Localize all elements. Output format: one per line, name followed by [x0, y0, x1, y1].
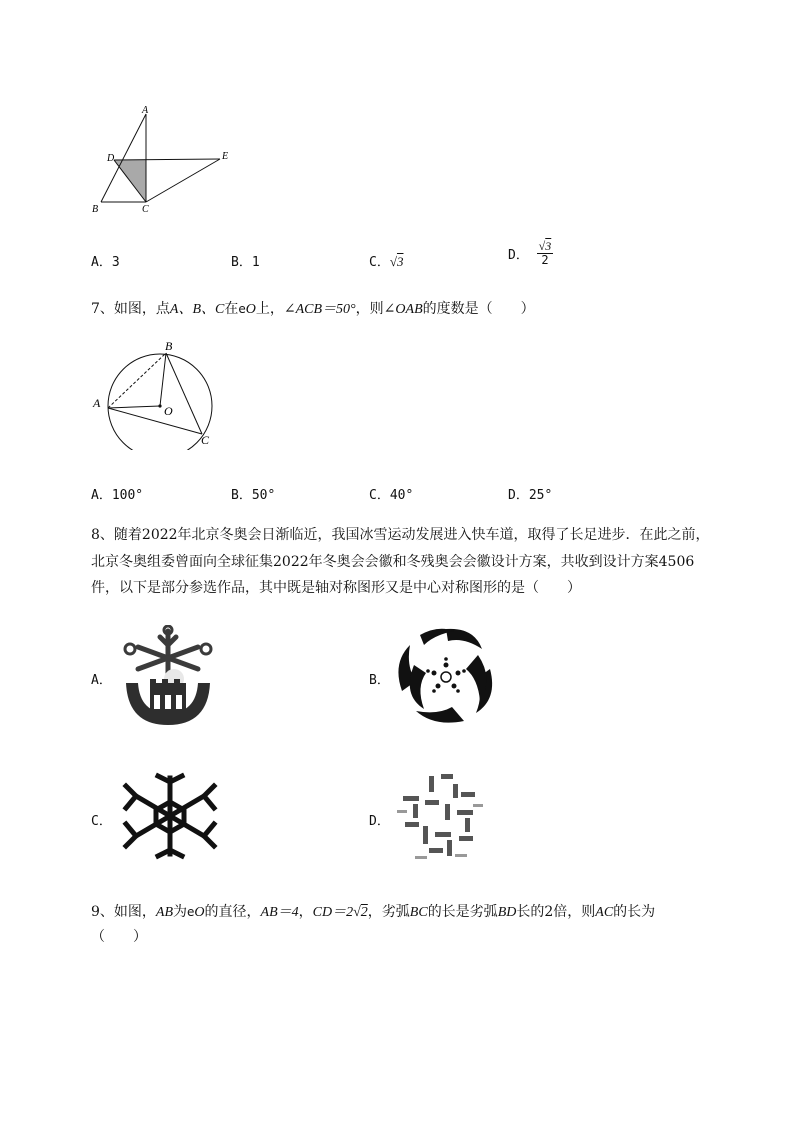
q7-tail: 的度数是（ ） — [422, 301, 535, 317]
q6-option-a: A．3 — [91, 255, 120, 270]
segment-ab-dashed — [108, 353, 166, 408]
q9-arc-tail: 长的2倍，则 — [516, 904, 596, 920]
q6-option-c — [369, 251, 403, 270]
q9-bd: BD — [497, 905, 517, 920]
q9-diam-text: 的直径， — [204, 904, 261, 920]
q8-option-d: D． — [369, 814, 390, 829]
q8-option-c: C． — [91, 814, 112, 829]
q6-option-c-radicand: 3 — [396, 254, 404, 269]
q9-cd-eq: CD＝2 — [312, 905, 354, 920]
label-d: D — [107, 153, 115, 164]
q7-then: ，则 — [355, 301, 384, 317]
q7-figure — [88, 338, 228, 450]
q9-ac: AC — [595, 905, 614, 920]
q9-answer-blank: （ ） — [91, 929, 147, 945]
segment-de — [114, 159, 220, 160]
segment-ac — [108, 408, 202, 434]
emblem-c-snowflake-image — [120, 768, 220, 864]
label-a: A — [142, 105, 149, 116]
segment-ce — [146, 159, 220, 202]
q7-option-a: A．100° — [91, 488, 144, 503]
q6-option-d-fraction — [537, 240, 554, 267]
q6-option-d-num-sign: √ — [538, 239, 546, 253]
q6-option-d-prefix: D． — [508, 248, 529, 263]
q6-option-c-sqrt-sign: √ — [389, 254, 397, 269]
center-point — [158, 404, 161, 407]
q8-option-b: B． — [369, 673, 390, 688]
label-c: C — [142, 204, 149, 215]
q9-arc-mid: 的长是劣弧 — [427, 904, 498, 920]
q7-question — [91, 298, 535, 318]
q6-option-d-num-radicand: 3 — [545, 239, 552, 253]
label-c: C — [201, 433, 210, 447]
q9-arc-text: ，劣弧 — [367, 904, 410, 920]
q8-option-a: A． — [91, 673, 112, 688]
q7-circle-o: O — [245, 302, 256, 317]
q6-option-b: B．1 — [231, 255, 260, 270]
q8-line-3: 件，以下是部分参选作品，其中既是轴对称图形又是中心对称图形的是（ ） — [91, 580, 581, 596]
q7-option-d: D．25° — [508, 488, 553, 503]
label-a: A — [93, 396, 101, 410]
q9-tail: 的长为 — [613, 904, 656, 920]
q7-option-b: B．50° — [231, 488, 276, 503]
q9-bc: BC — [409, 905, 428, 920]
q7-points: A、B、C — [169, 302, 225, 317]
q6-figure — [88, 102, 238, 217]
q9-circle-o: O — [194, 905, 205, 920]
q9-cd-sqrt: √ — [353, 905, 361, 920]
q7-target: ∠OAB — [383, 302, 423, 317]
q6-option-c-prefix: C． — [369, 255, 390, 270]
label-e: E — [222, 151, 229, 162]
q9-circle-sym: e — [187, 905, 195, 919]
label-b: B — [92, 204, 99, 215]
q9-cd-radicand: 2 — [360, 905, 368, 920]
emblem-a-snowflake-castle-image — [120, 625, 216, 727]
q8-line-1: 8、随着2022年北京冬奥会日渐临近，我国冰雪运动发展进入快车道，取得了长足进步．在此之前， — [91, 527, 710, 543]
segment-ob — [160, 353, 166, 406]
q9-lead: 9、如图， — [91, 904, 156, 920]
q6-option-d — [508, 240, 553, 267]
label-o: O — [164, 404, 173, 418]
q9-question — [91, 901, 655, 921]
q7-circle-sym: e — [238, 302, 246, 316]
label-b: B — [165, 339, 173, 353]
q9-ab-eq: AB＝4 — [260, 905, 299, 920]
q9-ab: AB — [155, 905, 174, 920]
q9-comma: ， — [298, 904, 313, 920]
q7-option-c: C．40° — [369, 488, 414, 503]
q7-lead: 7、如图，点 — [91, 301, 170, 317]
q6-option-d-den: 2 — [541, 253, 549, 267]
emblem-b-plum-blossom-image — [394, 625, 498, 725]
emblem-d-abstract-figures-image — [395, 770, 485, 862]
q7-angle-expr: ∠ACB＝50° — [283, 302, 356, 317]
q9-is-diam: 为 — [173, 904, 188, 920]
q7-on: 上， — [255, 301, 284, 317]
segment-bc — [166, 353, 202, 434]
segment-oa — [108, 406, 160, 408]
q8-line-2: 北京冬奥组委曾面向全球征集2022年冬奥会会徽和冬残奥会会徽设计方案，共收到设计方案4506 — [91, 554, 695, 570]
q7-mid: 在 — [224, 301, 239, 317]
